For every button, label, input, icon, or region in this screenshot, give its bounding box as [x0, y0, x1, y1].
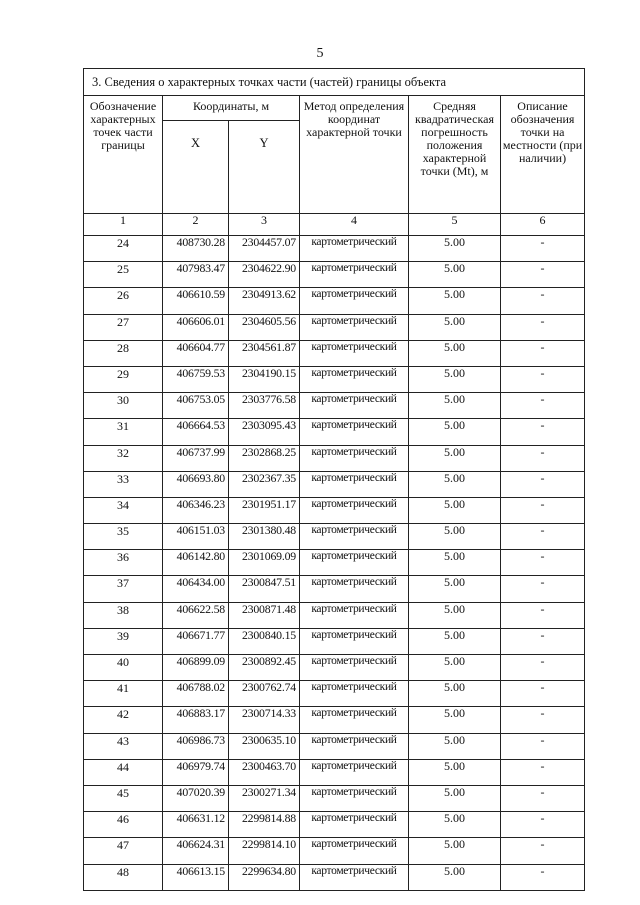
- page-number: 5: [316, 46, 324, 61]
- method-cell: картометрический: [300, 733, 409, 759]
- error-cell: 5.00: [409, 681, 501, 707]
- table-row: [84, 288, 585, 314]
- x-coordinate-cell: 406631.12: [163, 812, 229, 838]
- point-number-cell: 29: [84, 366, 163, 392]
- method-cell: картометрический: [300, 576, 409, 602]
- method-cell: картометрический: [300, 602, 409, 628]
- point-number-cell: 35: [84, 524, 163, 550]
- description-cell: -: [501, 628, 585, 654]
- table-body: [84, 236, 585, 891]
- description-cell: -: [501, 524, 585, 550]
- x-coordinate-cell: 406986.73: [163, 733, 229, 759]
- column-number: 3: [229, 214, 300, 236]
- description-cell: -: [501, 812, 585, 838]
- error-cell: 5.00: [409, 785, 501, 811]
- x-coordinate-cell: 406979.74: [163, 759, 229, 785]
- table-row: [84, 707, 585, 733]
- table-row: [84, 628, 585, 654]
- description-cell: -: [501, 366, 585, 392]
- method-cell: картометрический: [300, 445, 409, 471]
- method-cell: картометрический: [300, 655, 409, 681]
- error-cell: 5.00: [409, 838, 501, 864]
- method-cell: картометрический: [300, 393, 409, 419]
- section-title: 3. Сведения о характерных точках части (частей) границы объекта: [84, 69, 585, 96]
- point-number-cell: 45: [84, 785, 163, 811]
- error-cell: 5.00: [409, 733, 501, 759]
- header-y: Y: [229, 121, 300, 214]
- column-number-row: [84, 214, 585, 236]
- y-coordinate-cell: 2302868.25: [229, 445, 300, 471]
- point-number-cell: 34: [84, 497, 163, 523]
- error-cell: 5.00: [409, 445, 501, 471]
- method-cell: картометрический: [300, 236, 409, 262]
- y-coordinate-cell: 2300840.15: [229, 628, 300, 654]
- y-coordinate-cell: 2300463.70: [229, 759, 300, 785]
- table-row: [84, 524, 585, 550]
- x-coordinate-cell: 406622.58: [163, 602, 229, 628]
- y-coordinate-cell: 2299634.80: [229, 864, 300, 890]
- y-coordinate-cell: 2300635.10: [229, 733, 300, 759]
- method-cell: картометрический: [300, 471, 409, 497]
- x-coordinate-cell: 406737.99: [163, 445, 229, 471]
- table-row: [84, 366, 585, 392]
- header-x: X: [163, 121, 229, 214]
- column-number: 4: [300, 214, 409, 236]
- error-cell: 5.00: [409, 340, 501, 366]
- y-coordinate-cell: 2300847.51: [229, 576, 300, 602]
- point-number-cell: 44: [84, 759, 163, 785]
- table-row: [84, 576, 585, 602]
- header-error: Средняя квадратическая погрешность положения характерной точки (Mt), м: [409, 96, 501, 214]
- description-cell: -: [501, 497, 585, 523]
- description-cell: -: [501, 785, 585, 811]
- description-cell: -: [501, 262, 585, 288]
- x-coordinate-cell: 406753.05: [163, 393, 229, 419]
- description-cell: -: [501, 419, 585, 445]
- description-cell: -: [501, 550, 585, 576]
- y-coordinate-cell: 2304457.07: [229, 236, 300, 262]
- y-coordinate-cell: 2300271.34: [229, 785, 300, 811]
- description-cell: -: [501, 838, 585, 864]
- characteristic-points-table: [83, 68, 585, 891]
- point-number-cell: 36: [84, 550, 163, 576]
- description-cell: -: [501, 576, 585, 602]
- point-number-cell: 42: [84, 707, 163, 733]
- table-row: [84, 314, 585, 340]
- x-coordinate-cell: 406613.15: [163, 864, 229, 890]
- table-row: [84, 497, 585, 523]
- method-cell: картометрический: [300, 497, 409, 523]
- x-coordinate-cell: 406759.53: [163, 366, 229, 392]
- description-cell: -: [501, 445, 585, 471]
- y-coordinate-cell: 2300762.74: [229, 681, 300, 707]
- point-number-cell: 25: [84, 262, 163, 288]
- point-number-cell: 24: [84, 236, 163, 262]
- error-cell: 5.00: [409, 524, 501, 550]
- point-number-cell: 40: [84, 655, 163, 681]
- description-cell: -: [501, 655, 585, 681]
- header-designation: Обозначение характерных точек части границы: [84, 96, 163, 214]
- x-coordinate-cell: 406434.00: [163, 576, 229, 602]
- y-coordinate-cell: 2303776.58: [229, 393, 300, 419]
- point-number-cell: 46: [84, 812, 163, 838]
- table-row: [84, 812, 585, 838]
- method-cell: картометрический: [300, 288, 409, 314]
- point-number-cell: 26: [84, 288, 163, 314]
- error-cell: 5.00: [409, 236, 501, 262]
- y-coordinate-cell: 2299814.88: [229, 812, 300, 838]
- x-coordinate-cell: 407983.47: [163, 262, 229, 288]
- table-row: [84, 838, 585, 864]
- table-row: [84, 393, 585, 419]
- y-coordinate-cell: 2299814.10: [229, 838, 300, 864]
- method-cell: картометрический: [300, 419, 409, 445]
- error-cell: 5.00: [409, 262, 501, 288]
- method-cell: картометрический: [300, 628, 409, 654]
- y-coordinate-cell: 2302367.35: [229, 471, 300, 497]
- description-cell: -: [501, 314, 585, 340]
- y-coordinate-cell: 2300892.45: [229, 655, 300, 681]
- table-row: [84, 236, 585, 262]
- point-number-cell: 31: [84, 419, 163, 445]
- method-cell: картометрический: [300, 759, 409, 785]
- y-coordinate-cell: 2303095.43: [229, 419, 300, 445]
- table-row: [84, 262, 585, 288]
- column-number: 1: [84, 214, 163, 236]
- point-number-cell: 28: [84, 340, 163, 366]
- description-cell: -: [501, 759, 585, 785]
- table-row: [84, 681, 585, 707]
- x-coordinate-cell: 407020.39: [163, 785, 229, 811]
- method-cell: картометрический: [300, 550, 409, 576]
- error-cell: 5.00: [409, 419, 501, 445]
- error-cell: 5.00: [409, 576, 501, 602]
- error-cell: 5.00: [409, 497, 501, 523]
- y-coordinate-cell: 2300871.48: [229, 602, 300, 628]
- table-row: [84, 655, 585, 681]
- table-row: [84, 733, 585, 759]
- x-coordinate-cell: 406346.23: [163, 497, 229, 523]
- method-cell: картометрический: [300, 864, 409, 890]
- y-coordinate-cell: 2304561.87: [229, 340, 300, 366]
- x-coordinate-cell: 408730.28: [163, 236, 229, 262]
- x-coordinate-cell: 406142.80: [163, 550, 229, 576]
- y-coordinate-cell: 2304605.56: [229, 314, 300, 340]
- x-coordinate-cell: 406883.17: [163, 707, 229, 733]
- table-row: [84, 864, 585, 890]
- table-row: [84, 471, 585, 497]
- error-cell: 5.00: [409, 655, 501, 681]
- description-cell: -: [501, 393, 585, 419]
- description-cell: -: [501, 340, 585, 366]
- table-row: [84, 550, 585, 576]
- description-cell: -: [501, 864, 585, 890]
- description-cell: -: [501, 733, 585, 759]
- point-number-cell: 32: [84, 445, 163, 471]
- header-coordinates: Координаты, м: [163, 96, 300, 121]
- point-number-cell: 39: [84, 628, 163, 654]
- header-description: Описание обозначения точки на местности (при наличии): [501, 96, 585, 214]
- error-cell: 5.00: [409, 812, 501, 838]
- y-coordinate-cell: 2300714.33: [229, 707, 300, 733]
- table-row: [84, 419, 585, 445]
- point-number-cell: 41: [84, 681, 163, 707]
- description-cell: -: [501, 602, 585, 628]
- point-number-cell: 43: [84, 733, 163, 759]
- y-coordinate-cell: 2304622.90: [229, 262, 300, 288]
- table-row: [84, 785, 585, 811]
- error-cell: 5.00: [409, 707, 501, 733]
- error-cell: 5.00: [409, 314, 501, 340]
- description-cell: -: [501, 236, 585, 262]
- error-cell: 5.00: [409, 628, 501, 654]
- method-cell: картометрический: [300, 681, 409, 707]
- point-number-cell: 27: [84, 314, 163, 340]
- method-cell: картометрический: [300, 262, 409, 288]
- y-coordinate-cell: 2301380.48: [229, 524, 300, 550]
- header-method: Метод определения координат характерной точки: [300, 96, 409, 214]
- error-cell: 5.00: [409, 366, 501, 392]
- method-cell: картометрический: [300, 812, 409, 838]
- y-coordinate-cell: 2304913.62: [229, 288, 300, 314]
- point-number-cell: 30: [84, 393, 163, 419]
- y-coordinate-cell: 2304190.15: [229, 366, 300, 392]
- method-cell: картометрический: [300, 366, 409, 392]
- x-coordinate-cell: 406151.03: [163, 524, 229, 550]
- x-coordinate-cell: 406624.31: [163, 838, 229, 864]
- x-coordinate-cell: 406788.02: [163, 681, 229, 707]
- x-coordinate-cell: 406671.77: [163, 628, 229, 654]
- x-coordinate-cell: 406693.80: [163, 471, 229, 497]
- error-cell: 5.00: [409, 288, 501, 314]
- point-number-cell: 38: [84, 602, 163, 628]
- method-cell: картометрический: [300, 785, 409, 811]
- method-cell: картометрический: [300, 838, 409, 864]
- x-coordinate-cell: 406606.01: [163, 314, 229, 340]
- point-number-cell: 47: [84, 838, 163, 864]
- error-cell: 5.00: [409, 602, 501, 628]
- table-row: [84, 340, 585, 366]
- point-number-cell: 48: [84, 864, 163, 890]
- method-cell: картометрический: [300, 340, 409, 366]
- x-coordinate-cell: 406604.77: [163, 340, 229, 366]
- error-cell: 5.00: [409, 393, 501, 419]
- table-row: [84, 445, 585, 471]
- method-cell: картометрический: [300, 707, 409, 733]
- error-cell: 5.00: [409, 471, 501, 497]
- description-cell: -: [501, 288, 585, 314]
- description-cell: -: [501, 707, 585, 733]
- column-number: 5: [409, 214, 501, 236]
- x-coordinate-cell: 406610.59: [163, 288, 229, 314]
- column-number: 2: [163, 214, 229, 236]
- description-cell: -: [501, 681, 585, 707]
- method-cell: картометрический: [300, 524, 409, 550]
- y-coordinate-cell: 2301951.17: [229, 497, 300, 523]
- table-row: [84, 759, 585, 785]
- point-number-cell: 33: [84, 471, 163, 497]
- column-number: 6: [501, 214, 585, 236]
- x-coordinate-cell: 406664.53: [163, 419, 229, 445]
- error-cell: 5.00: [409, 550, 501, 576]
- x-coordinate-cell: 406899.09: [163, 655, 229, 681]
- y-coordinate-cell: 2301069.09: [229, 550, 300, 576]
- error-cell: 5.00: [409, 759, 501, 785]
- table-row: [84, 602, 585, 628]
- method-cell: картометрический: [300, 314, 409, 340]
- error-cell: 5.00: [409, 864, 501, 890]
- description-cell: -: [501, 471, 585, 497]
- point-number-cell: 37: [84, 576, 163, 602]
